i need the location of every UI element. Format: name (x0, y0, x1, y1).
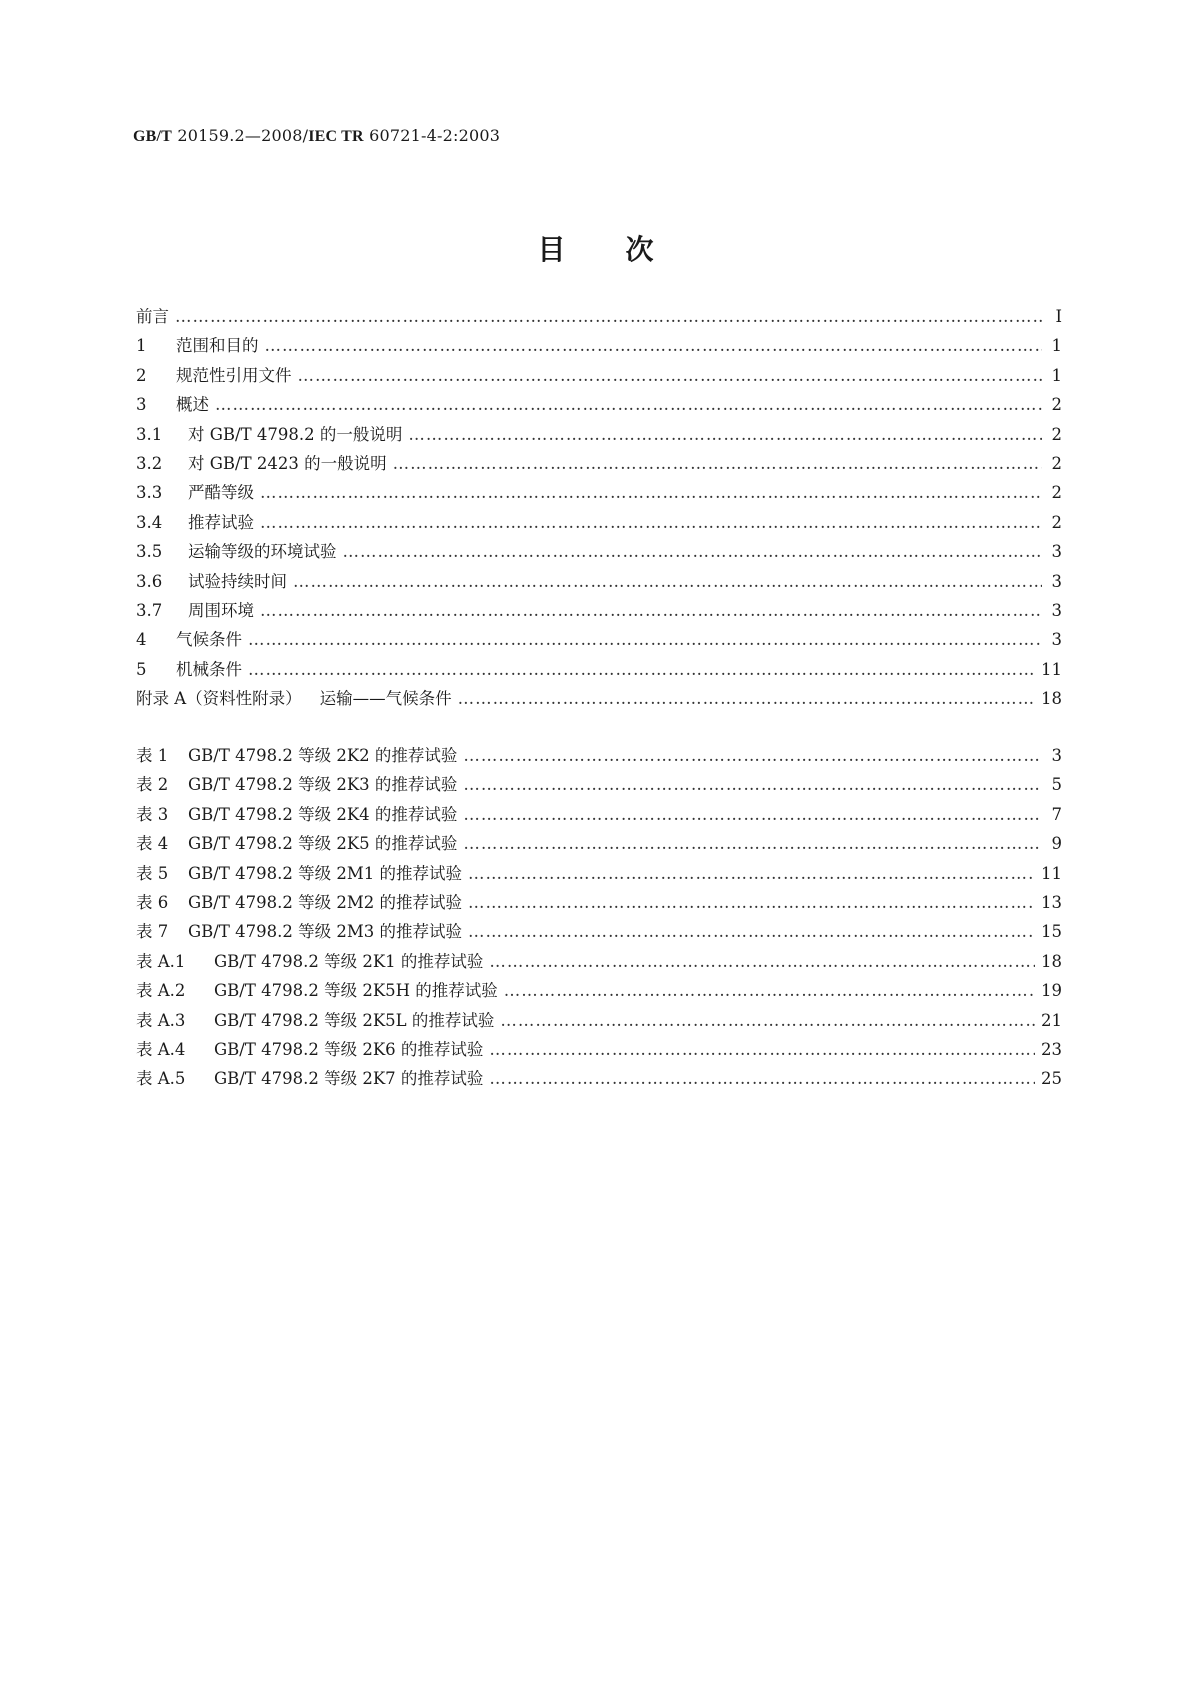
toc-title: 机械条件 (176, 659, 242, 679)
document-header (133, 126, 500, 146)
toc-number: 3.3 (136, 483, 163, 503)
table-list-title: GB/T 4798.2 等级 2K5 的推荐试验 (188, 834, 458, 854)
toc-number: 1 (136, 336, 147, 356)
table-list-entry[interactable] (136, 1007, 1062, 1038)
dot-leader (343, 542, 1043, 561)
dot-leader (293, 572, 1042, 591)
dot-leader (408, 425, 1042, 444)
table-list-page-number: 9 (1051, 834, 1062, 854)
dot-leader (458, 689, 1035, 708)
dot-leader (298, 366, 1043, 385)
toc-page-number: 3 (1051, 601, 1062, 620)
dot-leader (463, 746, 1042, 765)
table-list-page-number: 21 (1041, 1010, 1062, 1030)
toc-number: 4 (136, 630, 147, 650)
dot-leader (500, 1011, 1035, 1030)
toc-title: 运输等级的环境试验 (188, 542, 337, 562)
page-title: 目次 (537, 233, 714, 266)
table-list-number: 表 2 (136, 775, 169, 795)
table-list-number: 表 A.4 (136, 1040, 186, 1059)
toc-entry[interactable] (136, 479, 1062, 510)
table-list-entry[interactable] (136, 889, 1062, 920)
table-list-entry[interactable] (136, 977, 1062, 1008)
table-list-entry[interactable] (136, 1036, 1062, 1067)
toc-number: 3.2 (136, 454, 163, 473)
dot-leader (468, 922, 1035, 941)
table-list-entry[interactable] (136, 830, 1062, 861)
toc-title: 推荐试验 (188, 512, 254, 532)
dot-leader (489, 1069, 1035, 1088)
toc-title: 对 GB/T 2423 的一般说明 (188, 454, 387, 473)
dot-leader (248, 660, 1035, 679)
toc-page-number: 18 (1041, 689, 1062, 709)
toc-page-number: 2 (1051, 424, 1062, 444)
toc-page-number: 2 (1051, 395, 1062, 415)
table-list-entry[interactable] (136, 918, 1062, 949)
dot-leader (215, 395, 1042, 414)
toc-page-number: 3 (1051, 542, 1062, 562)
dot-leader (175, 307, 1042, 326)
table-list-number: 表 5 (136, 863, 169, 883)
toc-title: 周围环境 (188, 601, 254, 620)
toc-number: 3.7 (136, 601, 163, 620)
toc-entry[interactable] (136, 362, 1062, 393)
dot-leader (504, 981, 1035, 1000)
toc-number: 3.1 (136, 424, 163, 444)
table-list-entry[interactable] (136, 860, 1062, 891)
toc-page-number: 2 (1051, 454, 1062, 473)
toc-page-number: 3 (1051, 571, 1062, 591)
dot-leader (463, 775, 1042, 794)
dot-leader (489, 952, 1035, 971)
dot-leader (463, 834, 1042, 853)
toc-number: 2 (136, 365, 147, 385)
table-list-entry[interactable] (136, 771, 1062, 802)
table-list-number: 表 A.5 (136, 1069, 186, 1089)
table-list-number: 表 6 (136, 893, 169, 912)
toc-title: 试验持续时间 (188, 571, 287, 591)
table-list-page-number: 13 (1041, 893, 1062, 912)
dot-leader (463, 805, 1042, 824)
toc-page-number: 3 (1051, 630, 1062, 650)
dot-leader (468, 893, 1035, 912)
toc-entry[interactable] (136, 391, 1062, 422)
toc-entry[interactable] (136, 332, 1062, 363)
table-list-title: GB/T 4798.2 等级 2K3 的推荐试验 (188, 775, 458, 795)
table-list-title: GB/T 4798.2 等级 2K1 的推荐试验 (214, 951, 484, 971)
table-list-number: 表 7 (136, 922, 169, 942)
toc-entry[interactable] (136, 685, 1062, 716)
toc-number: 3.5 (136, 542, 163, 562)
table-list-title: GB/T 4798.2 等级 2K5L 的推荐试验 (214, 1010, 495, 1030)
toc-entry[interactable] (136, 538, 1062, 569)
dot-leader (265, 336, 1043, 355)
table-list-page-number: 3 (1051, 746, 1062, 765)
dot-leader (248, 630, 1042, 649)
toc-page-number: 2 (1051, 483, 1062, 503)
toc-title: 对 GB/T 4798.2 的一般说明 (188, 424, 403, 444)
iec-number: 60721-4-2:2003 (369, 126, 501, 145)
table-list-page-number: 23 (1041, 1040, 1062, 1059)
toc-title: 前言 (136, 307, 169, 326)
table-list-page-number: 11 (1041, 863, 1062, 883)
table-list-page-number: 5 (1051, 775, 1062, 795)
toc-number: 5 (136, 659, 147, 679)
table-list-number: 表 4 (136, 834, 169, 854)
toc-entry[interactable] (136, 626, 1062, 657)
table-list-number: 表 A.2 (136, 981, 186, 1001)
table-list-title: GB/T 4798.2 等级 2K7 的推荐试验 (214, 1069, 484, 1089)
toc-entry[interactable] (136, 421, 1062, 452)
table-list-page-number: 19 (1041, 981, 1062, 1001)
table-list-title: GB/T 4798.2 等级 2K4 的推荐试验 (188, 804, 458, 824)
table-list-title: GB/T 4798.2 等级 2K2 的推荐试验 (188, 746, 458, 765)
dot-leader (393, 454, 1042, 473)
table-list-entry[interactable] (136, 1065, 1062, 1096)
table-list-title: GB/T 4798.2 等级 2M3 的推荐试验 (188, 922, 462, 942)
table-list-page-number: 25 (1041, 1069, 1062, 1089)
dot-leader (260, 513, 1042, 532)
toc-page-number: 1 (1051, 336, 1062, 356)
toc-page-number: 2 (1051, 512, 1062, 532)
toc-page-number: Ⅰ (1055, 307, 1062, 326)
table-list-title: GB/T 4798.2 等级 2K6 的推荐试验 (214, 1040, 484, 1059)
toc-number: 3.4 (136, 512, 163, 532)
dot-leader (489, 1040, 1035, 1059)
table-list-number: 表 1 (136, 746, 169, 765)
toc-title: 范围和目的 (176, 336, 259, 356)
toc-entry[interactable] (136, 450, 1062, 481)
toc-number: 附录 A（资料性附录） (136, 689, 302, 709)
dot-leader (260, 601, 1042, 620)
toc-entry[interactable] (136, 656, 1062, 687)
table-list-page-number: 15 (1041, 922, 1062, 942)
table-list-title: GB/T 4798.2 等级 2M2 的推荐试验 (188, 893, 462, 912)
table-list-number: 表 A.3 (136, 1010, 186, 1030)
table-list-entry[interactable] (136, 948, 1062, 979)
toc-title: 概述 (176, 395, 209, 415)
table-list-page-number: 18 (1041, 951, 1062, 971)
table-list-entry[interactable] (136, 801, 1062, 832)
toc-number: 3.6 (136, 571, 163, 591)
toc-page-number: 11 (1041, 659, 1062, 679)
std-number: 20159.2—2008/ (177, 126, 309, 145)
toc-number: 3 (136, 395, 147, 415)
toc-entry[interactable] (136, 303, 1062, 334)
table-list-number: 表 3 (136, 804, 169, 824)
table-list-page-number: 7 (1051, 804, 1062, 824)
table-list-title: GB/T 4798.2 等级 2M1 的推荐试验 (188, 863, 462, 883)
toc-page-number: 1 (1051, 365, 1062, 385)
std-prefix: GB/T (133, 128, 173, 145)
toc-title: 气候条件 (176, 630, 242, 650)
toc-title: 严酷等级 (188, 483, 254, 503)
dot-leader (468, 864, 1035, 883)
toc-title: 运输——气候条件 (319, 689, 452, 709)
toc-entry[interactable] (136, 568, 1062, 599)
toc-entry[interactable] (136, 509, 1062, 540)
iec-prefix: IEC TR (308, 128, 364, 145)
dot-leader (260, 483, 1042, 502)
table-list-entry[interactable] (136, 742, 1062, 773)
toc-title: 规范性引用文件 (176, 365, 292, 385)
toc-entry[interactable] (136, 597, 1062, 628)
table-list-title: GB/T 4798.2 等级 2K5H 的推荐试验 (214, 981, 498, 1001)
table-list-number: 表 A.1 (136, 951, 186, 971)
